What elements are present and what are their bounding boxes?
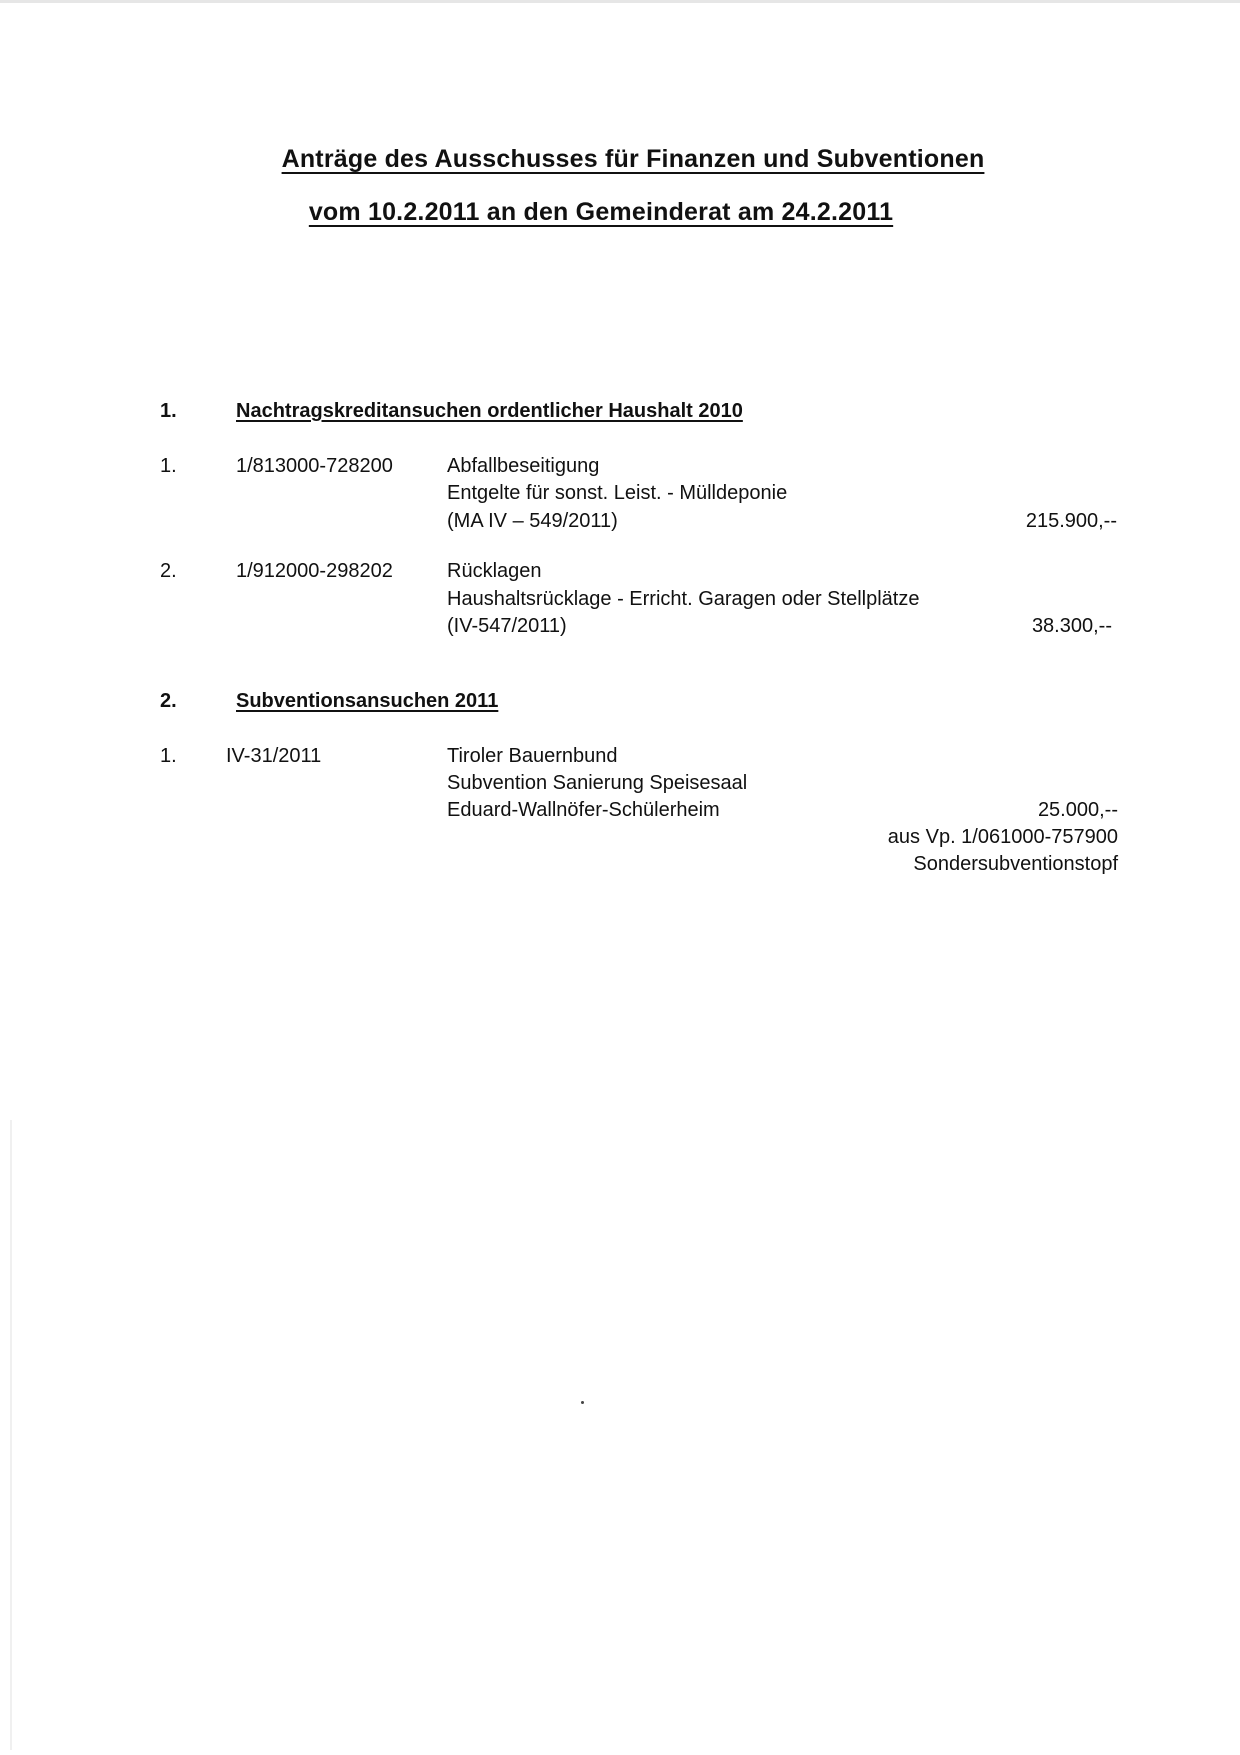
account-number: 1/813000-728200 — [236, 455, 393, 477]
item-line: Haushaltsrücklage - Erricht. Garagen oder Stellplätze — [447, 588, 920, 610]
item-line: Subvention Sanierung Speisesaal — [447, 772, 748, 794]
section-heading-text: Nachtragskreditansuchen ordentlicher Haushalt 2010 — [236, 400, 743, 422]
item-line: Abfallbeseitigung — [447, 455, 600, 477]
section-heading-text: Subventionsansuchen 2011 — [236, 690, 499, 712]
item-line: Rücklagen — [447, 560, 542, 582]
scan-shadow — [10, 1120, 12, 1750]
section-heading — [236, 400, 743, 423]
item-line: Entgelte für sonst. Leist. - Mülldeponie — [447, 482, 788, 504]
item-number: 1. — [160, 745, 177, 767]
funding-source: aus Vp. 1/061000-757900 — [887, 826, 1118, 848]
section-heading — [236, 690, 498, 713]
funding-source: Sondersubventionstopf — [913, 853, 1118, 875]
account-number: 1/912000-298202 — [236, 560, 393, 582]
item-amount: 38.300,-- — [1031, 615, 1112, 637]
item-line: (MA IV – 549/2011) — [447, 510, 618, 532]
item-number: 1. — [160, 455, 177, 477]
section-number: 2. — [160, 690, 177, 712]
document-title-line1: Anträge des Ausschusses für Finanzen und Subventionen — [281, 145, 985, 173]
account-number: IV-31/2011 — [226, 745, 322, 767]
item-line: (IV-547/2011) — [447, 615, 567, 637]
item-amount: 215.900,-- — [1025, 510, 1117, 532]
item-line: Tiroler Bauernbund — [447, 745, 618, 767]
scan-edge — [0, 0, 1240, 3]
item-line: Eduard-Wallnöfer-Schülerheim — [447, 799, 720, 821]
document-title-line2: vom 10.2.2011 an den Gemeinderat am 24.2.2011 — [308, 198, 894, 226]
item-amount: 25.000,-- — [1037, 799, 1118, 821]
scan-speck — [581, 1401, 584, 1404]
item-number: 2. — [160, 560, 177, 582]
section-number: 1. — [160, 400, 177, 422]
